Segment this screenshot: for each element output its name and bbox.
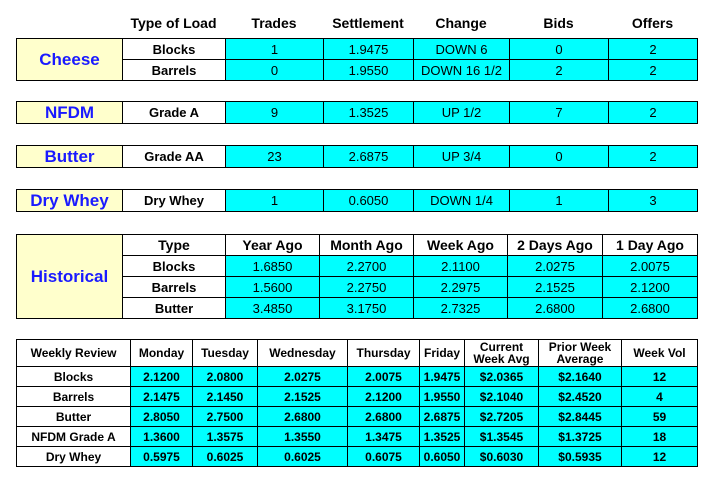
table-row (17, 102, 698, 124)
value-cell: 2.1525 (258, 387, 348, 407)
table-row (17, 146, 698, 168)
row-type: Dry Whey (123, 190, 226, 212)
value-cell: 0.6050 (420, 447, 465, 467)
value-cell: 1.9475 (420, 367, 465, 387)
change-cell: DOWN 1/4 (414, 190, 510, 212)
trades-cell: 9 (226, 102, 324, 124)
value-cell: 2.7325 (414, 298, 508, 319)
trades-cell: 1 (226, 39, 324, 60)
value-cell: 59 (622, 407, 698, 427)
value-cell: 1.3525 (420, 427, 465, 447)
offers-cell: 2 (609, 146, 698, 168)
row-label: Dry Whey (17, 447, 131, 467)
value-cell: 2.0075 (348, 367, 420, 387)
settlement-cell: 2.6875 (324, 146, 414, 168)
change-cell: DOWN 16 1/2 (414, 60, 510, 81)
row-label: Butter (17, 407, 131, 427)
value-cell: 2.6800 (603, 298, 698, 319)
weekly-header-tuesday: Tuesday (193, 340, 258, 367)
offers-cell: 3 (609, 190, 698, 212)
trades-cell: 23 (226, 146, 324, 168)
value-cell: 1.5600 (226, 277, 320, 298)
value-cell: 2.1450 (193, 387, 258, 407)
settlement-cell: 0.6050 (324, 190, 414, 212)
table-row (17, 407, 698, 427)
header-change: Change (435, 15, 487, 31)
drywhey-table (16, 189, 698, 212)
bids-cell: 0 (510, 39, 609, 60)
row-type: Blocks (123, 39, 226, 60)
weekly-header-review: Weekly Review (17, 340, 131, 367)
value-cell: 2.2975 (414, 277, 508, 298)
row-type: Butter (123, 298, 226, 319)
cheese-label: Cheese (17, 39, 123, 81)
value-cell: 1.3575 (193, 427, 258, 447)
value-cell: 2.1200 (131, 367, 193, 387)
value-cell: $2.7205 (465, 407, 539, 427)
value-cell: 18 (622, 427, 698, 447)
bids-cell: 2 (510, 60, 609, 81)
value-cell: 12 (622, 367, 698, 387)
trades-cell: 1 (226, 190, 324, 212)
value-cell: 2.2700 (320, 256, 414, 277)
value-cell: 2.1475 (131, 387, 193, 407)
nfdm-table (16, 101, 698, 124)
settlement-cell: 1.9475 (324, 39, 414, 60)
historical-header-1-day-ago: 1 Day Ago (603, 235, 698, 256)
weekly-header-week-vol: Week Vol (622, 340, 698, 367)
weekly-header-friday: Friday (420, 340, 465, 367)
table-row (17, 190, 698, 212)
value-cell: 1.3600 (131, 427, 193, 447)
bids-cell: 1 (510, 190, 609, 212)
row-type: Barrels (123, 60, 226, 81)
value-cell: 2.8050 (131, 407, 193, 427)
historical-table (16, 234, 698, 319)
historical-label: Historical (17, 235, 123, 319)
value-cell: 4 (622, 387, 698, 407)
table-row (17, 447, 698, 467)
drywhey-label: Dry Whey (17, 190, 123, 212)
weekly-header-prior-week-average: Prior Week Average (539, 340, 622, 367)
header-offers: Offers (631, 15, 674, 31)
offers-cell: 2 (609, 102, 698, 124)
row-label: Barrels (17, 387, 131, 407)
header-bids: Bids (543, 15, 574, 31)
value-cell: 2.2750 (320, 277, 414, 298)
row-label: NFDM Grade A (17, 427, 131, 447)
value-cell: 0.5975 (131, 447, 193, 467)
settlement-cell: 1.3525 (324, 102, 414, 124)
value-cell: $1.3725 (539, 427, 622, 447)
value-cell: $0.5935 (539, 447, 622, 467)
row-label: Blocks (17, 367, 131, 387)
nfdm-label: NFDM (17, 102, 123, 124)
weekly-header-current-week-avg: Current Week Avg (465, 340, 539, 367)
value-cell: 2.6875 (420, 407, 465, 427)
value-cell: $2.8445 (539, 407, 622, 427)
weekly-header-thursday: Thursday (348, 340, 420, 367)
value-cell: 2.6800 (508, 298, 603, 319)
row-type: Blocks (123, 256, 226, 277)
value-cell: 1.3550 (258, 427, 348, 447)
value-cell: $2.1040 (465, 387, 539, 407)
change-cell: DOWN 6 (414, 39, 510, 60)
value-cell: 2.0275 (508, 256, 603, 277)
value-cell: 3.1750 (320, 298, 414, 319)
trades-cell: 0 (226, 60, 324, 81)
value-cell: $2.1640 (539, 367, 622, 387)
row-type: Grade A (123, 102, 226, 124)
value-cell: 2.7500 (193, 407, 258, 427)
header-settlement: Settlement (332, 15, 404, 31)
bids-cell: 0 (510, 146, 609, 168)
historical-header-year-ago: Year Ago (226, 235, 320, 256)
table-row (17, 387, 698, 407)
table-row (17, 427, 698, 447)
value-cell: 2.0075 (603, 256, 698, 277)
value-cell: 2.1200 (348, 387, 420, 407)
header-trades: Trades (251, 15, 297, 31)
value-cell: 12 (622, 447, 698, 467)
value-cell: $0.6030 (465, 447, 539, 467)
butter-table (16, 145, 698, 168)
value-cell: 1.6850 (226, 256, 320, 277)
value-cell: 1.3475 (348, 427, 420, 447)
change-cell: UP 1/2 (414, 102, 510, 124)
value-cell: 0.6075 (348, 447, 420, 467)
value-cell: 2.1100 (414, 256, 508, 277)
value-cell: 0.6025 (193, 447, 258, 467)
value-cell: $1.3545 (465, 427, 539, 447)
value-cell: 2.1525 (508, 277, 603, 298)
weekly-header-wednesday: Wednesday (258, 340, 348, 367)
value-cell: $2.4520 (539, 387, 622, 407)
value-cell: 1.9550 (420, 387, 465, 407)
value-cell: 2.1200 (603, 277, 698, 298)
bids-cell: 7 (510, 102, 609, 124)
weekly-review-table (16, 339, 698, 467)
historical-header-type: Type (123, 235, 226, 256)
table-row (17, 367, 698, 387)
table-row (17, 235, 698, 256)
value-cell: $2.0365 (465, 367, 539, 387)
butter-label: Butter (17, 146, 123, 168)
row-type: Barrels (123, 277, 226, 298)
cheese-table (16, 38, 698, 81)
historical-header-month-ago: Month Ago (320, 235, 414, 256)
table-row (17, 340, 698, 367)
value-cell: 0.6025 (258, 447, 348, 467)
header-type-of-load: Type of Load (130, 15, 217, 31)
value-cell: 3.4850 (226, 298, 320, 319)
value-cell: 2.6800 (258, 407, 348, 427)
table-row (17, 39, 698, 60)
offers-cell: 2 (609, 39, 698, 60)
offers-cell: 2 (609, 60, 698, 81)
value-cell: 2.0275 (258, 367, 348, 387)
historical-header-week-ago: Week Ago (414, 235, 508, 256)
change-cell: UP 3/4 (414, 146, 510, 168)
value-cell: 2.0800 (193, 367, 258, 387)
weekly-header-monday: Monday (131, 340, 193, 367)
row-type: Grade AA (123, 146, 226, 168)
settlement-cell: 1.9550 (324, 60, 414, 81)
value-cell: 2.6800 (348, 407, 420, 427)
historical-header-2-days-ago: 2 Days Ago (508, 235, 603, 256)
